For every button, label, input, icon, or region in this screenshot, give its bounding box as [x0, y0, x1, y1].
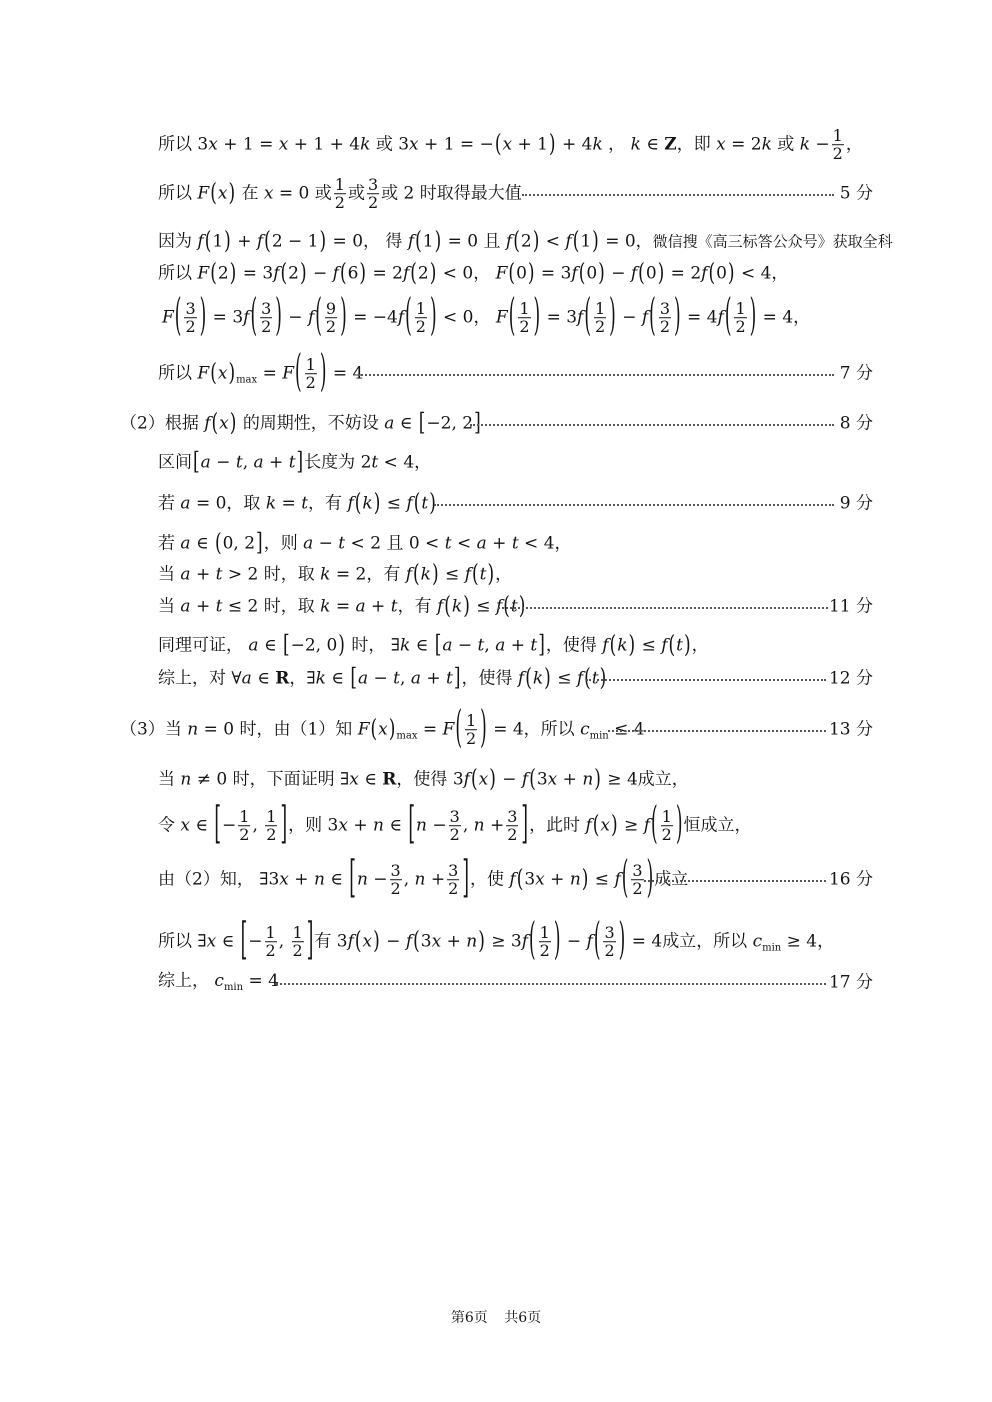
solution-line-17: 令 x ∈ [− $\frac{1}{2}$ , $\frac{1}{2}$ ]，则 3x + n ∈ [n − $\frac{3}{2}$ , n + $\frac{3}{2}$ ]，此时 f(x) ≥ f( $\frac{1}{2}$ )恒成立，	[158, 798, 752, 851]
fraction: $\frac{1}{2}$	[239, 807, 250, 845]
page-footer	[0, 1308, 992, 1328]
fraction: $\frac{1}{2}$	[594, 299, 606, 337]
fraction: $\frac{3}{2}$	[604, 923, 615, 961]
solution-line-12: 当 a + t ≤ 2 时，取 k = a + t，有 f(k) ≤ f(t) 11 分	[158, 591, 873, 621]
score-mark: 9 分	[839, 493, 873, 514]
fraction: $\frac{3}{2}$	[449, 807, 460, 845]
fraction: $\frac{1}{2}$	[305, 355, 316, 393]
solution-line-14: 综上，对 ∀a ∈ R，∃k ∈ [a − t, a + t]，使得 f(k) ≤ f(t) 12 分	[158, 663, 873, 693]
fraction: $\frac{1}{2}$	[334, 175, 345, 213]
watermark: 微信搜《高三标答公众号》获取全科	[652, 232, 893, 251]
solution-line-7: （2）根据 f(x) 的周期性，不妨设 a ∈ [−2, 2] 8 分	[120, 408, 873, 438]
score-mark: 12 分	[828, 668, 873, 689]
fraction: $\frac{1}{2}$	[292, 923, 303, 961]
solution-line-3: 因为 f(1) + f(2 − 1) = 0， 得 f(1) = 0 且 f(2) < f(1) = 0，微信搜《高三标答公众号》获取全科	[158, 226, 893, 256]
leader-dots	[586, 679, 826, 681]
leader-dots	[358, 374, 834, 376]
score-mark: 17 分	[828, 972, 873, 993]
leader-dots	[644, 880, 826, 882]
solution-line-20: 综上， $c_{min} = 4$ 17 分	[158, 971, 873, 993]
fraction: $\frac{1}{2}$	[465, 711, 477, 749]
fraction: $\frac{3}{2}$	[185, 299, 196, 337]
solution-line-2: 所以 F(x) 在 x = 0 或 $\frac{1}{2}$ 或 $\frac{3}{2}$ 或 2 时取得最大值 5 分	[158, 175, 873, 213]
fraction: $\frac{1}{2}$	[539, 923, 550, 961]
leader-dots	[608, 730, 826, 732]
score-mark: 7 分	[839, 363, 873, 384]
leader-dots	[522, 194, 834, 196]
fraction: $\frac{3}{2}$	[632, 861, 643, 899]
fraction: $\frac{9}{2}$	[325, 299, 337, 337]
fraction: $\frac{1}{2}$	[266, 807, 277, 845]
solution-line-13: 同理可证， a ∈ [−2, 0) 时， ∃k ∈ [a − t, a + t]，使得 f(k) ≤ f(t)，	[158, 630, 709, 660]
score-mark: 11 分	[828, 596, 873, 617]
solution-line-15: （3）当 n = 0 时，由（1）知 $F(x)_{max} = F$( $\frac{1}{2}$ ) = 4，所以 $c_{min} \le 4$ 13 分	[120, 702, 873, 755]
score-mark: 5 分	[839, 183, 873, 204]
score-mark: 16 分	[828, 869, 873, 890]
fraction: $\frac{3}{2}$	[261, 299, 272, 337]
score-mark: 13 分	[828, 719, 873, 740]
leader-dots	[470, 424, 834, 426]
solution-line-4: 所以 F(2) = 3f(2) − f(6) = 2f(2) < 0， F(0) = 3f(0) − f(0) = 2f(0) < 4，	[158, 258, 789, 288]
leader-dots	[434, 504, 834, 506]
fraction: $\frac{1}{2}$	[519, 299, 530, 337]
solution-line-16: 当 n ≠ 0 时，下面证明 ∃x ∈ R，使得 3f(x) − f(3x + n) ≥ 4成立，	[158, 764, 689, 794]
page-number: 第6页	[450, 1310, 488, 1326]
fraction: $\frac{1}{2}$	[832, 126, 843, 164]
solution-line-11: 当 a + t > 2 时，取 k = 2，有 f(k) ≤ f(t)，	[158, 559, 513, 589]
leader-dots	[498, 607, 828, 609]
solution-line-6: 所以 $F(x)_{max} = F$( $\frac{1}{2}$ ) = 4 7 分	[158, 346, 873, 399]
fraction: $\frac{3}{2}$	[448, 861, 459, 899]
page-total: 共6页	[504, 1310, 542, 1326]
fraction: $\frac{1}{2}$	[735, 299, 746, 337]
fraction: $\frac{1}{2}$	[265, 923, 276, 961]
solution-line-19: 所以 ∃x ∈ [− $\frac{1}{2}$ , $\frac{1}{2}$ ]有 3f(x) − f(3x + n) ≥ 3f( $\frac{1}{2}$ ) − f( $\frac{3}{2}$ ) = 4成立，所以 $c_{min} \ge 4$，	[158, 914, 835, 967]
solution-line-8: 区间[a − t, a + t]长度为 2t < 4，	[158, 447, 432, 477]
fraction: $\frac{3}{2}$	[659, 299, 670, 337]
solution-line-9: 若 a = 0，取 k = t，有 f(k) ≤ f(t) 9 分	[158, 488, 873, 518]
fraction: $\frac{3}{2}$	[367, 175, 379, 213]
score-mark: 8 分	[839, 413, 873, 434]
leader-dots	[276, 983, 826, 985]
fraction: $\frac{3}{2}$	[507, 807, 518, 845]
solution-line-1: 所以 3x + 1 = x + 1 + 4k 或 3x + 1 = −(x + 1) + 4k ， k ∈ Z，即 x = 2k 或 k − $\frac{1}{2}$ ，	[158, 126, 863, 164]
fraction: $\frac{1}{2}$	[415, 299, 426, 337]
solution-line-10: 若 a ∈ (0, 2]，则 a − t < 2 且 0 < t < a + t < 4，	[158, 528, 572, 558]
solution-line-5: F( $\frac{3}{2}$ ) = 3f( $\frac{3}{2}$ ) − f( $\frac{9}{2}$ ) = −4f( $\frac{1}{2}$ ) < 0， F( $\frac{1}{2}$ ) = 3f( $\frac{1}{2}$ ) − f( $\frac{3}{2}$ ) = 4f( $\frac{1}{2}$ ) = 4，	[162, 290, 811, 343]
solution-line-18: 由（2）知， ∃3x + n ∈ [n − $\frac{3}{2}$ , n + $\frac{3}{2}$ ]，使 f(3x + n) ≤ f( $\frac{3}{2}$ )成立 16 分	[158, 852, 873, 905]
fraction: $\frac{3}{2}$	[390, 861, 401, 899]
fraction: $\frac{1}{2}$	[661, 807, 672, 845]
